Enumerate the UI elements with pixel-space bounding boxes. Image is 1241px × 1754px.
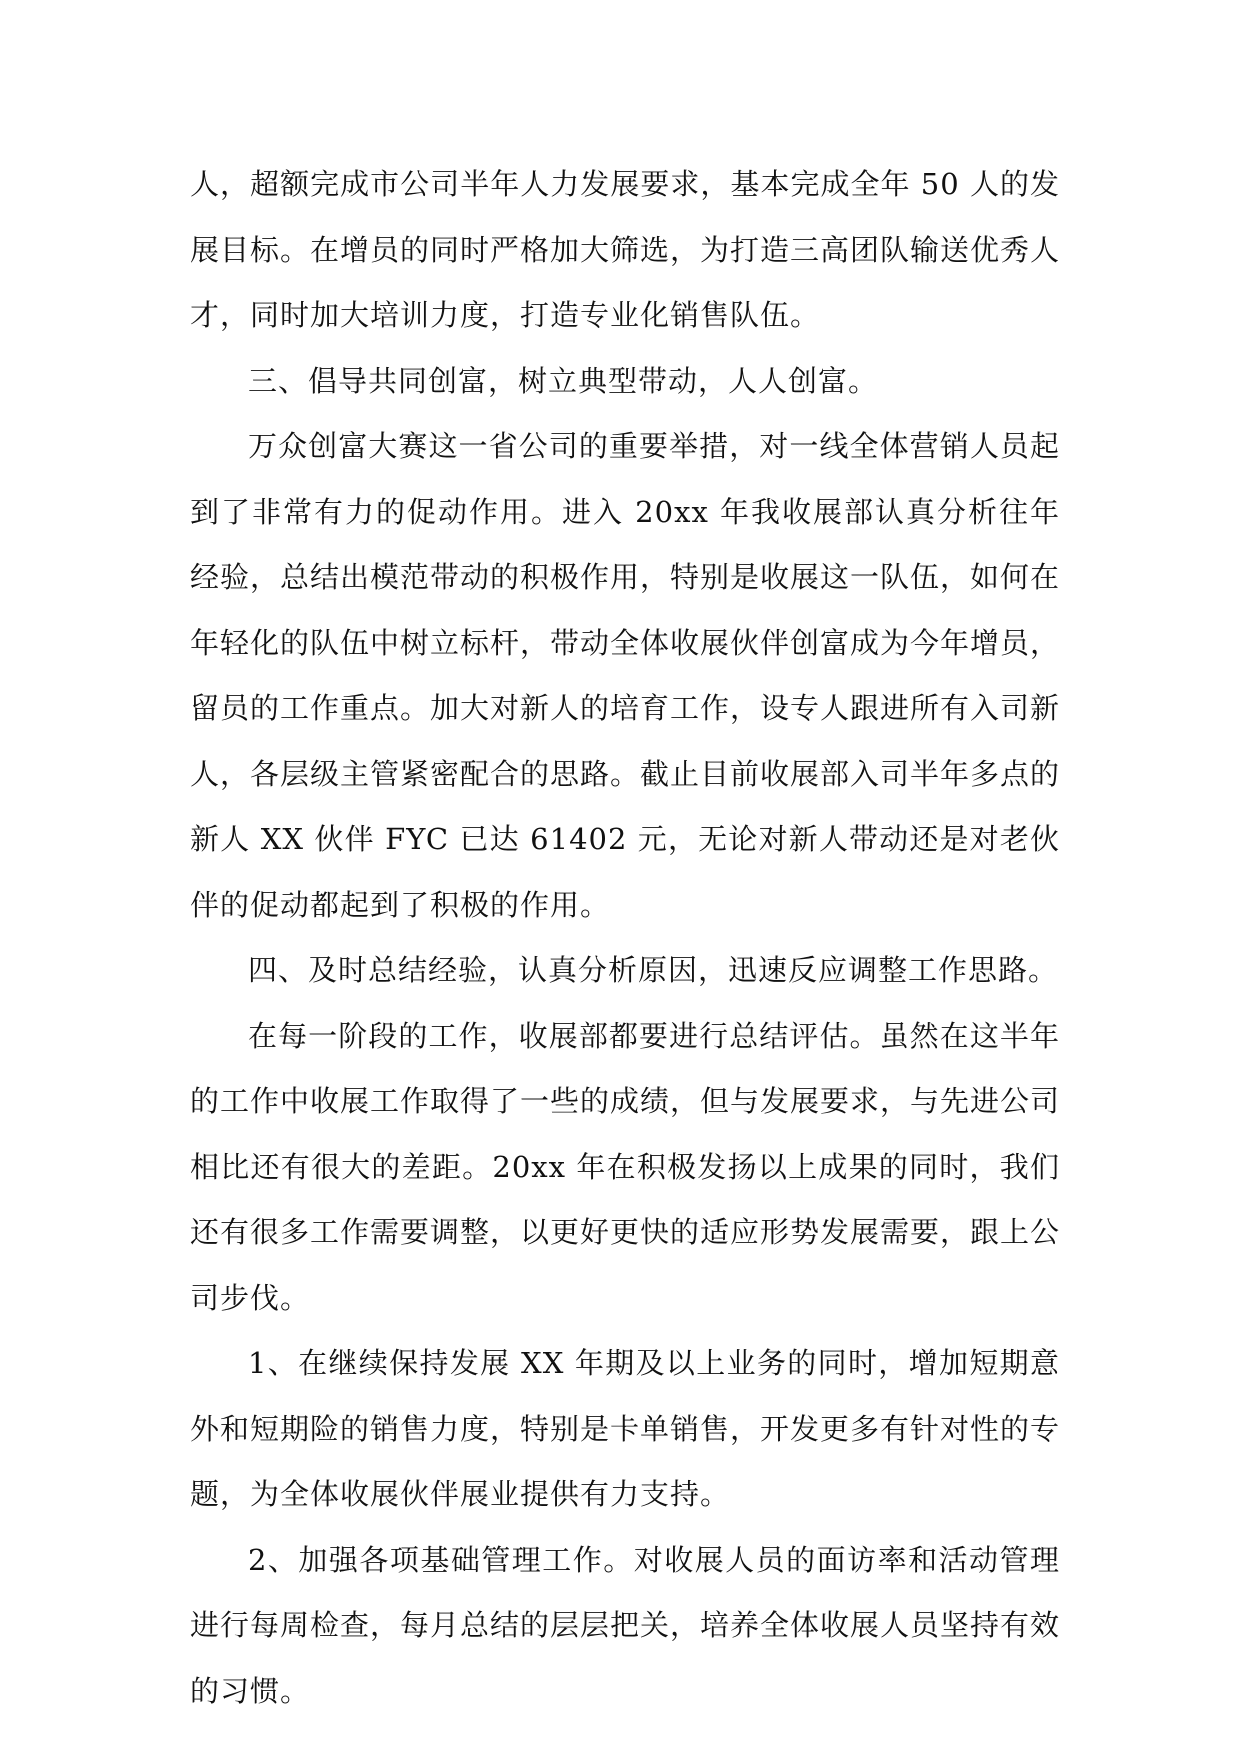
- section-heading-3: 三、倡导共同创富，树立典型带动，人人创富。: [248, 363, 879, 398]
- document-body: [190, 152, 1060, 1724]
- list-item-2: 2、加强各项基础管理工作。对收展人员的面访率和活动管理进行每周检查，每月总结的层层把关，培养全体收展人员坚持有效的习惯。: [190, 1542, 1061, 1708]
- section-heading-4: 四、及时总结经验，认真分析原因，迅速反应调整工作思路。: [248, 953, 1059, 987]
- paragraph-body: 万众创富大赛这一省公司的重要举措，对一线全体营销人员起到了非常有力的促动作用。进入 20xx 年我收展部认真分析往年经验，总结出模范带动的积极作用，特别是收展这一队伍，如何在年轻化的队伍中树立标杆，带动全体收展伙伴创富成为今年增员，留员的工作重点。加大对新人的培育工作，设专人跟进所有入司新人，各层级主管紧密配合的思路。截止目前收展部入司半年多点的新人 XX 伙伴 FYC 已达 61402 元，无论对新人带动还是对老伙伴的促动都起到了积极的作用。: [190, 429, 1061, 922]
- paragraph-continuation: 人，超额完成市公司半年人力发展要求，基本完成全年 50 人的发展目标。在增员的同时严格加大筛选，为打造三高团队输送优秀人才，同时加大培训力度，打造专业化销售队伍。: [190, 167, 1061, 332]
- paragraph-body: 在每一阶段的工作，收展部都要进行总结评估。虽然在这半年的工作中收展工作取得了一些的成绩，但与发展要求，与先进公司相比还有很大的差距。20xx 年在积极发扬以上成果的同时，我们还有很多工作需要调整，以更好更快的适应形势发展需要，跟上公司步伐。: [190, 1018, 1061, 1315]
- list-item-1: 1、在继续保持发展 XX 年期及以上业务的同时，增加短期意外和短期险的销售力度，特别是卡单销售，开发更多有针对性的专题，为全体收展伙伴展业提供有力支持。: [190, 1346, 1061, 1511]
